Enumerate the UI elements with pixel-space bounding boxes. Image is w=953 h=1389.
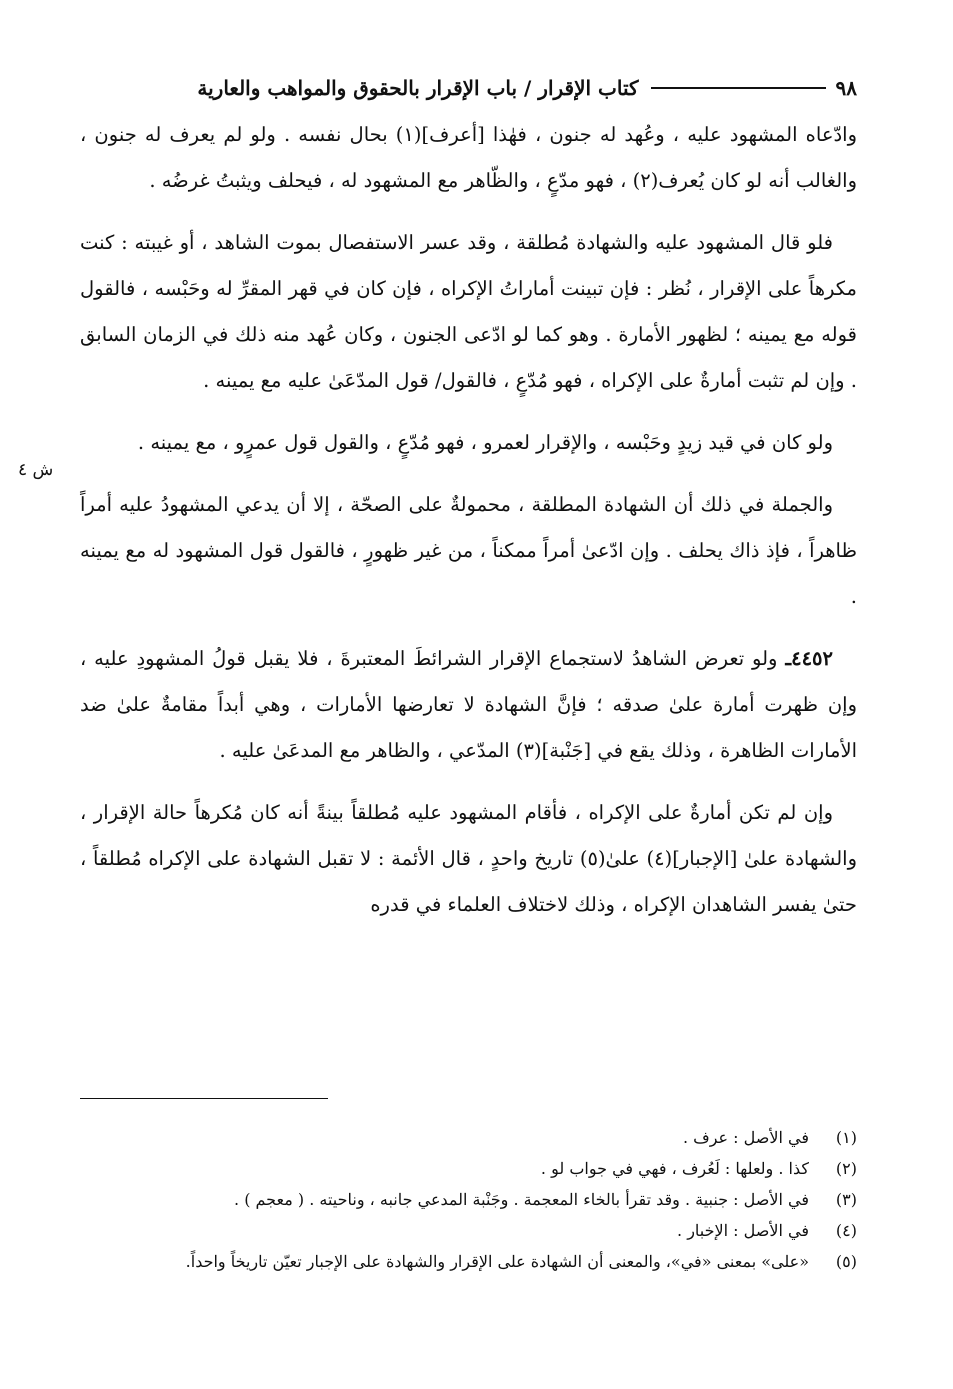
footnote-text: «على» بمعنى «في»، والمعنى أن الشهادة على الإقرار والشهادة على الإجبار تعيّن تاريخاً واحداً. — [185, 1252, 809, 1271]
footnote — [80, 1122, 857, 1153]
footnote-number: (١) — [835, 1128, 857, 1147]
footnote — [80, 1184, 857, 1215]
footnote-number: (٣) — [835, 1190, 857, 1209]
section-number: ٤٤٥٢ـ — [785, 647, 833, 670]
page-header — [80, 70, 857, 106]
footnote-text: في الأصل : عرف . — [682, 1128, 809, 1147]
footnote-number: (٤) — [835, 1221, 857, 1240]
running-title: كتاب الإقرار / باب الإقرار بالحقوق والمواهب والعارية — [197, 76, 639, 100]
footnote-number: (٥) — [835, 1252, 857, 1271]
paragraph-numbered — [80, 636, 857, 774]
margin-note: ش ٤ — [18, 460, 54, 480]
footnotes — [80, 1122, 857, 1277]
paragraph: والجملة في ذلك أن الشهادة المطلقة ، محمولةٌ على الصحّة ، إلا أن يدعي المشهودُ عليه أمراً ظاهراً ، فإذ ذاك يحلف . وإن ادّعىٰ أمراً ممكناً ، من غير ظهورٍ ، فالقول قول المشهود له مع يمينه . — [80, 493, 857, 608]
main-text — [80, 112, 857, 944]
footnote — [80, 1246, 857, 1277]
footnote-divider — [80, 1098, 328, 1099]
footnote-text: في الأصل : جنبية . وقد تقرأ بالخاء المعجمة . وجَنْبة المدعي جانبه ، وناحيته . ( معجم ) . — [234, 1190, 809, 1209]
page-number: ٩٨ — [835, 76, 857, 100]
paragraph: ولو كان في قيد زيدٍ وحَبْسه ، والإقرار لعمرو ، فهو مُدّعٍ ، والقول قول عمرٍو ، مع يمينه . — [137, 431, 833, 454]
footnote — [80, 1215, 857, 1246]
footnote-text: كذا . ولعلها : لَعُرف ، فهي في جواب لو . — [540, 1159, 809, 1178]
paragraph: وإن لم تكن أمارةٌ على الإكراه ، فأقام المشهود عليه مُطلقاً بينةً أنه كان مُكرهاً حالة الإقرار ، والشهادة علىٰ [الإجبار](٤) علىٰ(٥) تاريخ واحدٍ ، قال الأئمة : لا تقبل الشهادة على الإكراه مُطلقاً ، حتىٰ يفسر الشاهدان الإكراه ، وذلك لاختلاف العلماء في قدره — [80, 801, 858, 916]
paragraph: وادّعاه المشهود عليه ، وعُهد له جنون ، فهٰذا [أعرف](١) بحال نفسه . ولو لم يعرف له جنون ، والغالب أنه لو كان يُعرف(٢) ، فهو مدّعٍ ، والظّاهر مع المشهود له ، فيحلف ويثبتُ غرضُه . — [80, 123, 857, 192]
paragraph: فلو قال المشهود عليه والشهادة مُطلقة ، وقد عسر الاستفصال بموت الشاهد ، أو غيبته : كنت مكرهاً على الإقرار ، نُظر : فإن تبينت أماراتُ الإكراه ، فإن كان في قهر المقرِّ له وحَبْسه ، فالقول قوله مع يمينه ؛ لظهور الأمارة . وهو كما لو ادّعى الجنون ، وكان عُهد منه ذلك في الزمان السابق . وإن لم تثبت أمارةٌ على الإكراه ، فهو مُدّعٍ ، فالقول/ قول المدّعَىٰ عليه مع يمينه . — [80, 231, 857, 392]
section-text: ولو تعرض الشاهدُ لاستجماع الإقرار الشرائطَ المعتبرةَ ، فلا يقبل قولُ المشهودِ عليه ، وإن ظهرت أمارة علىٰ صدقه ؛ فإنَّ الشهادة لا تعارضها الأمارات ، وهي أبداً مقامةٌ علىٰ ضد الأمارات الظاهرة ، وذلك يقع في [جَنْبة](٣) المدّعي ، والظاهر مع المدعَىٰ عليه . — [80, 647, 857, 762]
footnote-text: في الأصل : الإخبار . — [677, 1221, 809, 1240]
footnote-number: (٢) — [835, 1159, 857, 1178]
footnote — [80, 1153, 857, 1184]
header-rule — [651, 87, 826, 89]
